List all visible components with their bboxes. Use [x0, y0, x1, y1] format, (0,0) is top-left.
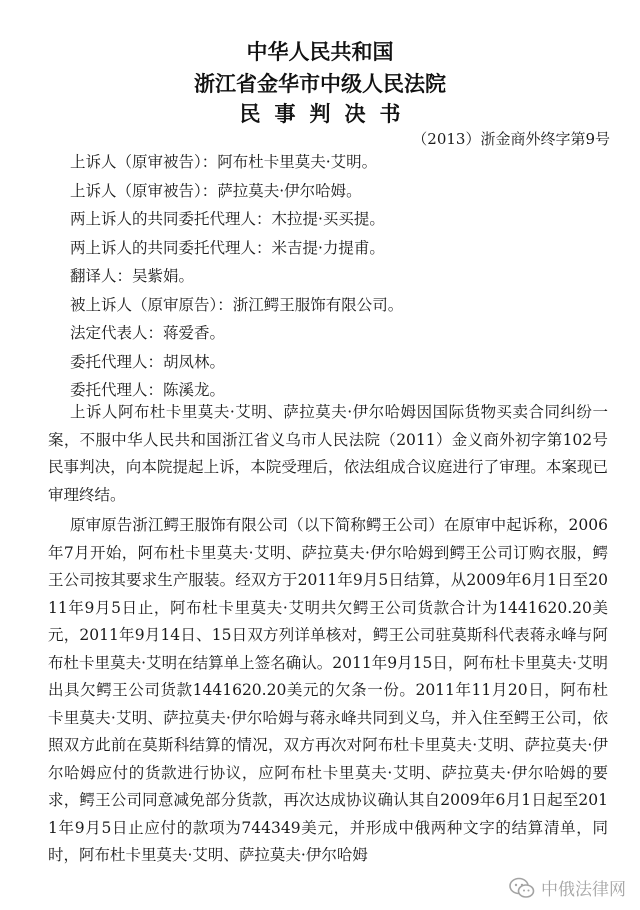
- watermark-text: 中俄法律网: [541, 880, 626, 900]
- paragraph-claims: 原审原告浙江鳄王服饰有限公司（以下简称鳄王公司）在原审中起诉称，2006年7月开始，阿布杜卡里莫夫·艾明、萨拉莫夫·伊尔哈姆到鳄王公司订购衣服，鳄王公司按其要求生产服装。经双方于2011年9月5日结算，从2009年6月1日至2011年9月5日止，阿布杜卡里莫夫·艾明共欠鳄王公司货款合计为1441620.20美元，2011年9月14日、15日双方列详单核对，鳄王公司驻莫斯科代表蒋永峰与阿布杜卡里莫夫·艾明在结算单上签名确认。2011年9月15日，阿布杜卡里莫夫·艾明出具欠鳄王公司货款1441620.20美元的欠条一份。2011年11月20日，阿布杜卡里莫夫·艾明、萨拉莫夫·伊尔哈姆与蒋永峰共同到义乌，并入住至鳄王公司，依照双方此前在莫斯科结算的情况，双方再次对阿布杜卡里莫夫·艾明、萨拉莫夫·伊尔哈姆应付的货款进行协议，应阿布杜卡里莫夫·艾明、萨拉莫夫·伊尔哈姆的要求，鳄王公司同意减免部分货款，再次达成协议确认其自2009年6月1日起至2011年9月5日止应付的款项为744349美元，并形成中俄两种文字的结算清单，同时，阿布杜卡里莫夫·艾明、萨拉莫夫·伊尔哈姆: [48, 516, 608, 864]
- party-line: 被上诉人（原审原告）：浙江鳄王服饰有限公司。: [70, 295, 404, 314]
- header-country: 中华人民共和国: [246, 40, 394, 64]
- party-line: 委托代理人：陈溪龙。: [70, 381, 226, 399]
- header-doc-type: 民事判决书: [239, 102, 415, 126]
- watermark: [509, 875, 626, 900]
- party-line: 两上诉人的共同委托代理人：米吉提·力提甫。: [70, 238, 385, 257]
- party-line: 翻译人：吴紫娟。: [70, 267, 195, 285]
- party-line: 上诉人（原审被告）：萨拉莫夫·伊尔哈姆。: [70, 181, 362, 200]
- party-line: 两上诉人的共同委托代理人：木拉提·买买提。: [70, 210, 385, 228]
- paragraph-intro: 上诉人阿布杜卡里莫夫·艾明、萨拉莫夫·伊尔哈姆因国际货物买卖合同纠纷一案，不服中华人民共和国浙江省义乌市人民法院（2011）金义商外初字第102号民事判决，向本院提起上诉，本院受理后，依法组成合议庭进行了审理。本案现已审理终结。: [48, 403, 608, 504]
- party-line: 委托代理人：胡凤林。: [70, 352, 226, 371]
- party-line: 上诉人（原审被告）：阿布杜卡里莫夫·艾明。: [70, 153, 378, 171]
- header-court: 浙江省金华市中级人民法院: [194, 72, 446, 96]
- case-number: （2013）浙金商外终字第9号: [412, 130, 610, 148]
- party-line: 法定代表人：蒋爱香。: [70, 324, 226, 342]
- wechat-icon: [509, 877, 535, 899]
